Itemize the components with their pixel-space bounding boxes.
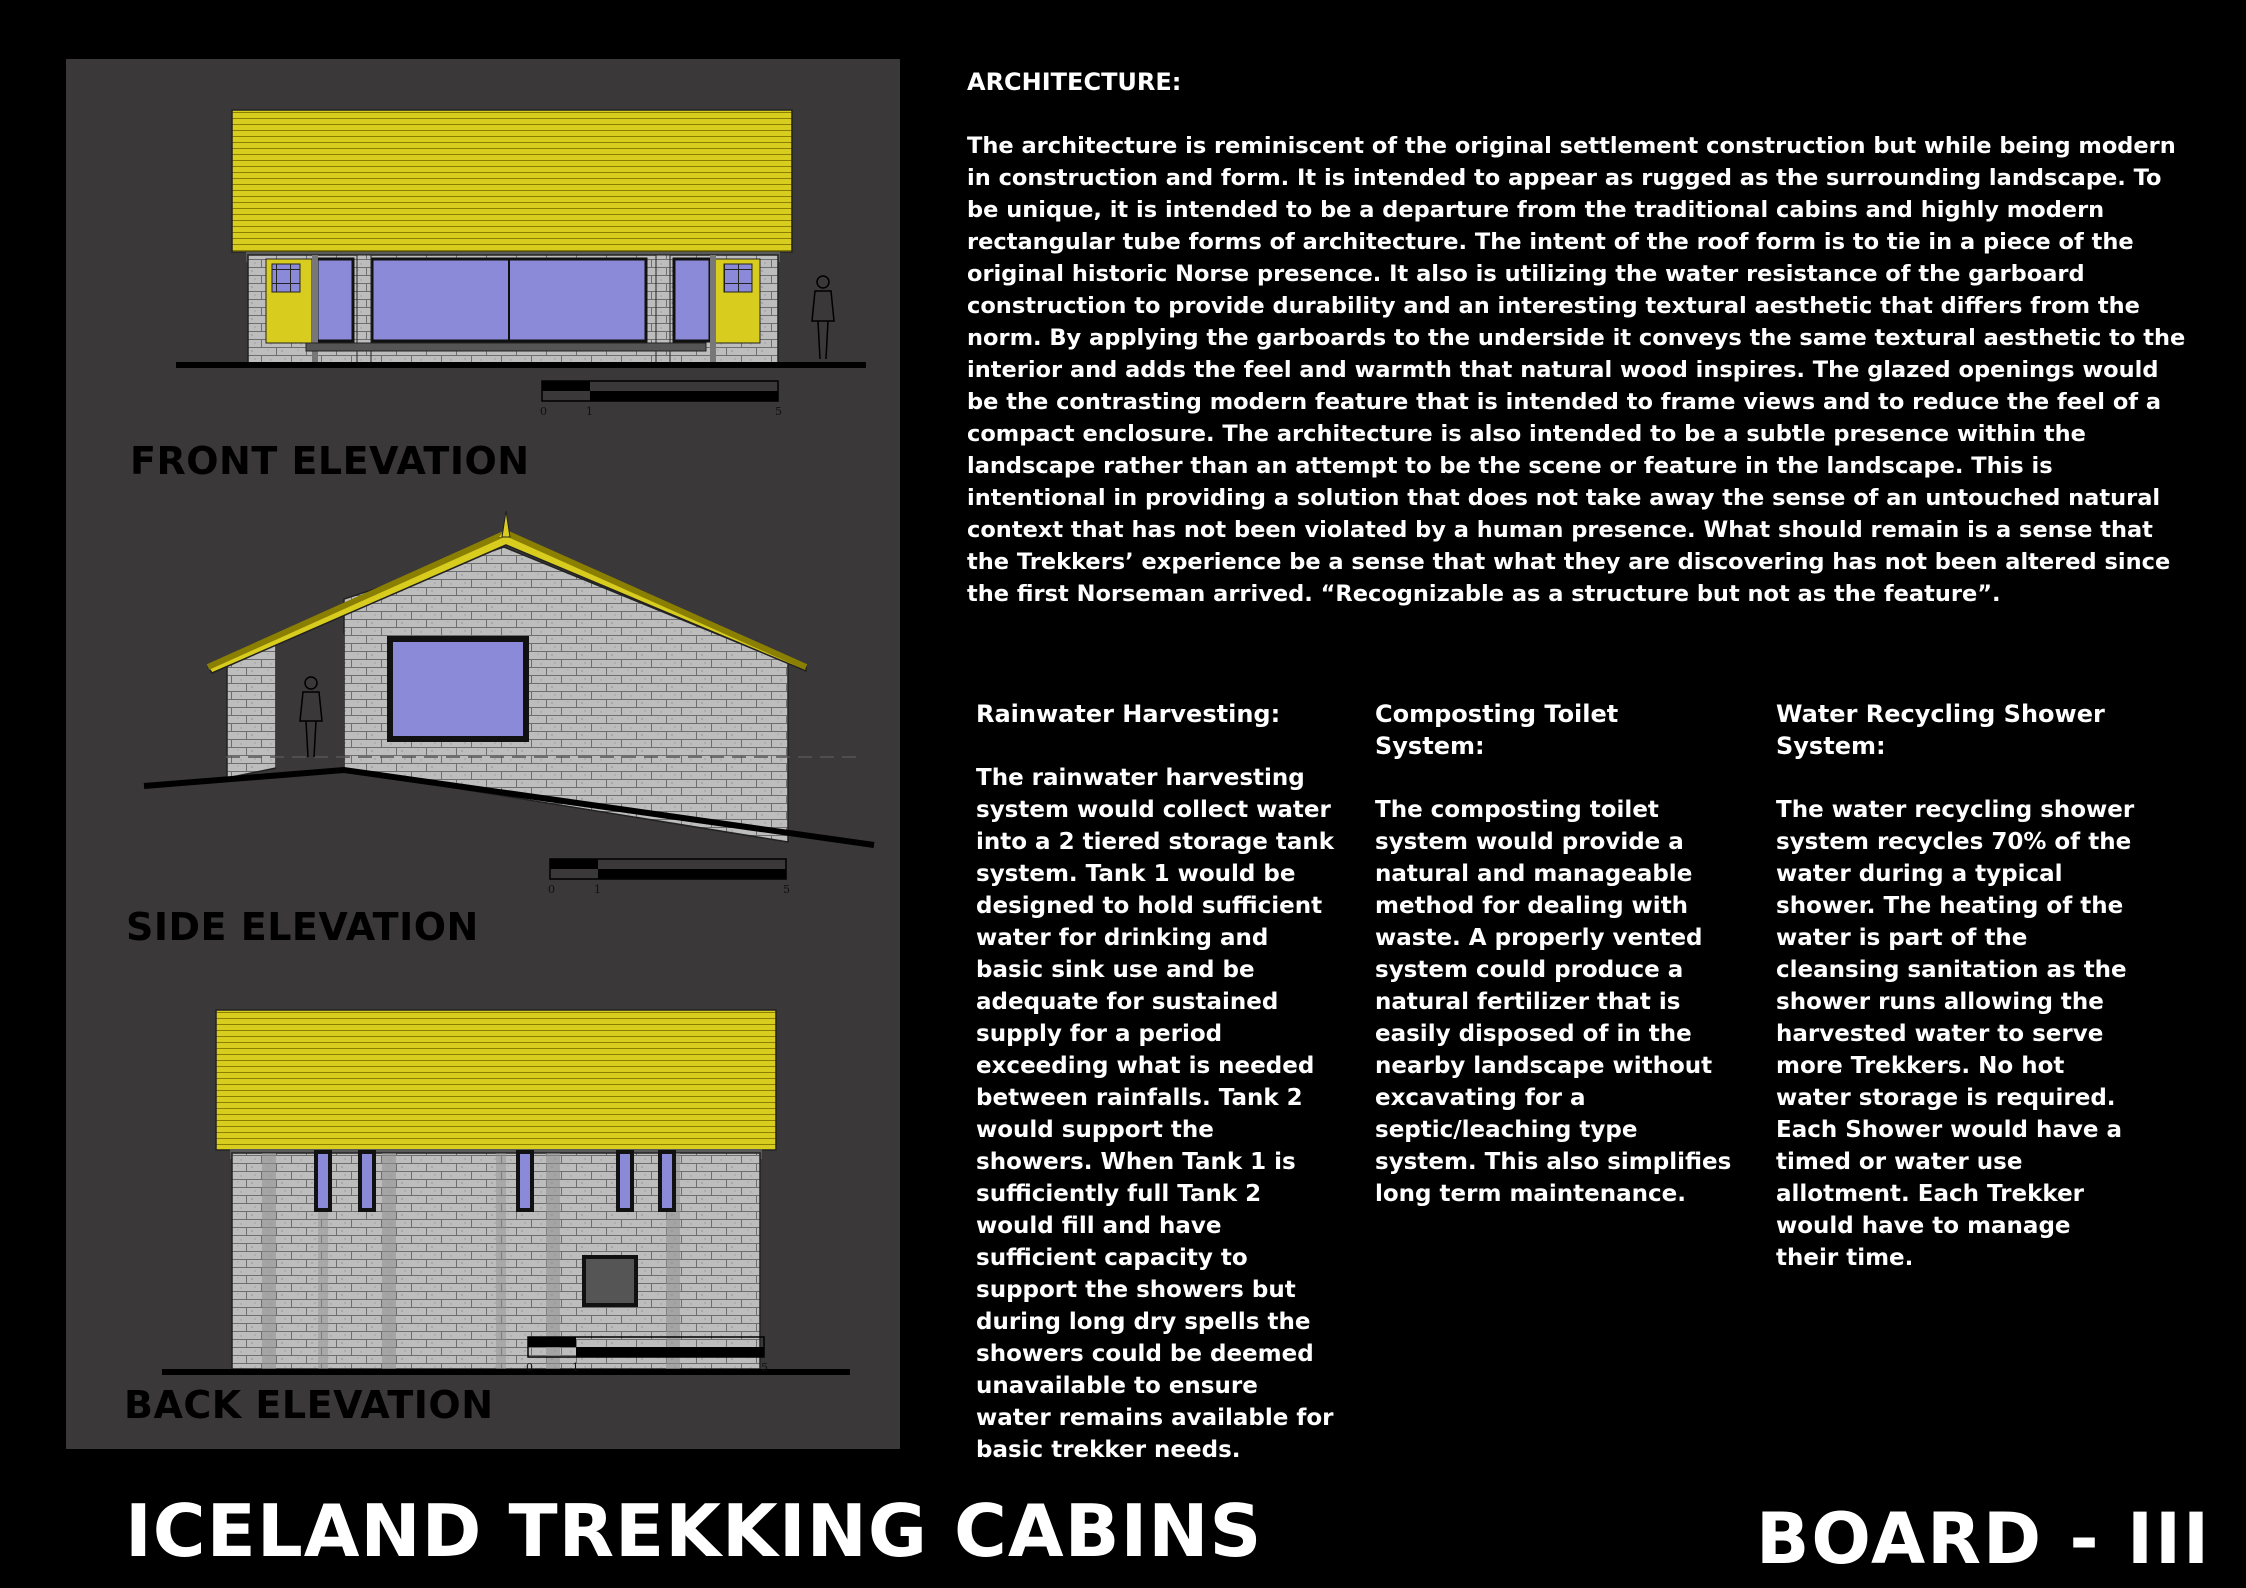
water-recycling-shower-description: The water recycling shower system recycles 70% of the water during a typical shower. The heating of the water is part of the cleansing sanitation as the shower runs allowing the harvested water to serve more Trekkers. No hot water storage is required. Each Shower would have a timed or water use allotment. Each Trekker would have to manage their time. [1776, 797, 2135, 1271]
architecture-heading: ARCHITECTURE: [967, 68, 1182, 96]
back-elevation-label: BACK ELEVATION [124, 1383, 494, 1427]
composting-toilet-heading: Composting Toilet System: [1375, 700, 1619, 760]
side-elevation-label: SIDE ELEVATION [126, 905, 479, 949]
back-scale-5: 5 [761, 1361, 768, 1374]
front-elevation-label: FRONT ELEVATION [130, 439, 530, 483]
board-number: BOARD - III [1756, 1498, 2212, 1580]
water-recycling-shower-section [1776, 698, 2136, 1274]
side-scale-1: 1 [594, 883, 601, 896]
front-elevation-drawing [176, 110, 866, 418]
elevation-drawings [66, 59, 900, 1449]
architecture-description: The architecture is reminiscent of the original settlement construction but while being modern in construction and form. It is intended to appear as rugged as the surrounding landscape. To be unique, it is intended to be a departure from the traditional cabins and highly modern rectangular tube forms of architecture. The intent of the roof form is to tie in a piece of the original historic Norse presence. It also is utilizing the water resistance of the garboard construction to provide durability and an interesting textural aesthetic that differs from the norm. By applying the garboards to the underside it conveys the same textural aesthetic to the interior and adds the feel and warmth that natural wood inspires. The glazed openings would be the contrasting modern feature that is intended to frame views and to reduce the feel of a compact enclosure. The architecture is also intended to be a subtle presence within the landscape rather than an attempt to be the scene or feature in the landscape. This is intentional in providing a solution that does not take away the sense of an untouched natural context that has not been violated by a human presence. What should remain is a sense that the Trekkers’ experience be a sense that what they are discovering has not been altered since the first Norseman arrived. “Recognizable as a structure but not as the feature”. [967, 133, 2186, 607]
side-elevation-drawing [144, 511, 874, 896]
back-elevation-drawing [162, 1010, 850, 1374]
front-scale-0: 0 [540, 405, 547, 418]
water-recycling-shower-heading: Water Recycling Shower System: [1776, 700, 2105, 760]
side-scale-0: 0 [548, 883, 555, 896]
rainwater-harvesting-description: The rainwater harvesting system would collect water into a 2 tiered storage tank system. Tank 1 would be designed to hold sufficient water for drinking and basic sink use and be adequate for sustained supply for a period exceeding what is needed between rainfalls. Tank 2 would support the showers. When Tank 1 is sufficiently full Tank 2 would fill and have sufficient capacity to support the showers but during long dry spells the showers could be deemed unavailable to ensure water remains available for basic trekker needs. [976, 765, 1335, 1463]
front-scale-1: 1 [586, 405, 593, 418]
board-title: ICELAND TREKKING CABINS [125, 1489, 1263, 1573]
composting-toilet-description: The composting toilet system would provide a natural and manageable method for dealing with waste. A properly vented system could produce a natural fertilizer that is easily disposed of in the nearby landscape without excavating for a septic/leaching type system. This also simplifies long term maintenance. [1375, 797, 1732, 1207]
rainwater-harvesting-section [976, 698, 1336, 1466]
back-scale-0: 0 [526, 1361, 533, 1374]
rainwater-harvesting-heading: Rainwater Harvesting: [976, 700, 1281, 728]
side-scale-5: 5 [783, 883, 790, 896]
composting-toilet-section [1375, 698, 1735, 1210]
elevation-drawings-panel [66, 59, 900, 1449]
front-scale-5: 5 [775, 405, 782, 418]
back-scale-1: 1 [572, 1361, 579, 1374]
